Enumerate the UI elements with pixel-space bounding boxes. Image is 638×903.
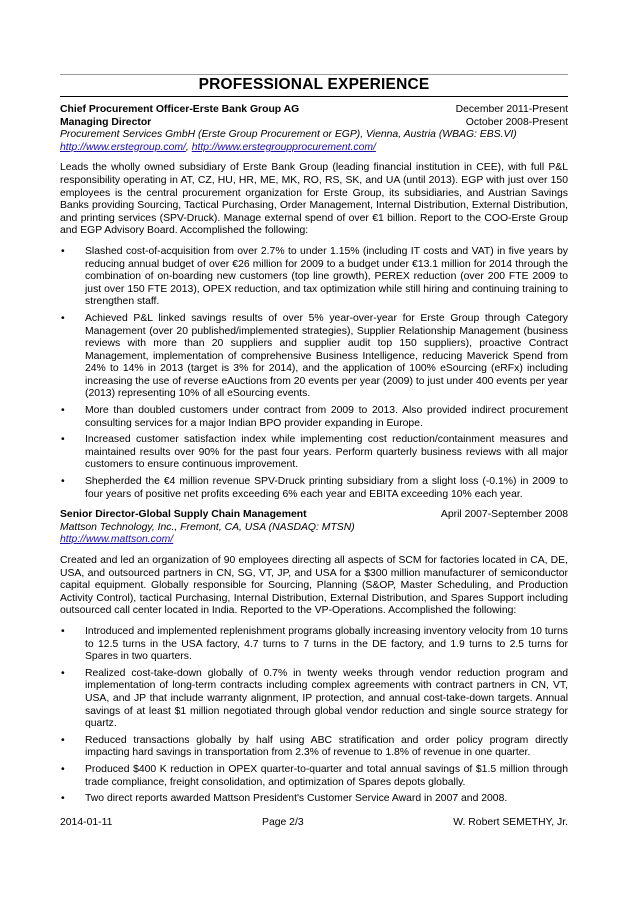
list-item (60, 434, 568, 472)
company-link-1[interactable]: http://www.erstegroup.com/ (60, 141, 186, 153)
bullet-icon: • (61, 476, 65, 488)
job-summary: Leads the wholly owned subsidiary of Erste Bank Group (leading financial institution in CEE), with full P&L responsibility operating in AT, CZ, HU, HR, ME, MK, RO, RS, SK, and UA (until 2013). EGP with just over 150 employees is the central procurement organization for Erste Group, its subsidiaries, and Austrian Savings Banks providing Sourcing, Tactical Purchasing, Order Management, Internal Distribution, External Distribution, and printing services (SPV-Druck). Manage external spend of over €1 billion. Report to the COO-Erste Group and EGP Advisory Board. Accomplished the following: (60, 162, 568, 237)
job-subtitle-row (60, 117, 568, 130)
company-line: Procurement Services GmbH (Erste Group Procurement or EGP), Vienna, Austria (WBAG: EBS.VI) (60, 129, 517, 141)
bottom-rule (60, 96, 568, 97)
list-item-text: Realized cost-take-down globally of 0.7% in twenty weeks through vendor reduction program and implementation of long-term contracts including complex agreements with contract partners in CN, VT, USA, and JP that include warranty alignment, IP protection, and annual cost-take-down targets. Annual savings of at least $1 million negotiated through global vendor reduction and single source strategy for quartz. (85, 667, 568, 730)
job-title: Chief Procurement Officer-Erste Bank Group AG (60, 104, 300, 115)
list-item (60, 405, 568, 430)
bullet-icon: • (61, 625, 65, 637)
job-dates: April 2007-September 2008 (440, 509, 568, 521)
footer-date: 2014-01-11 (60, 817, 113, 828)
list-item-text: Achieved P&L linked savings results of over 5% year-over-year for Erste Group through Category Management (over 20 published/implemented strategies), Supplier Relationship Management (business reviews with more than 20 suppliers and supplier audit top 150 suppliers), proactive Contract Management, implementation of comprehensive Business Intelligence, reducing Maverick Spend from 24% to 14% in 2013 (target is 3% for 2014), and the application of 100% eSourcing (eRFx) including increasing the use of reverse eAuctions from 20 events per year (2009) to just under 400 events per year (2013) representing 10% of all eSourcing events. (85, 312, 568, 400)
bullet-icon: • (61, 667, 65, 679)
link-separator: , (185, 141, 192, 153)
list-item-text: Increased customer satisfaction index while implementing cost reduction/containment measures and maintained results over 90% for the past four years. Perform quarterly business reviews with all major customers to ensure continuous improvement. (85, 434, 568, 471)
list-item (60, 793, 568, 806)
company-line: Mattson Technology, Inc., Fremont, CA, USA (NASDAQ: MTSN) (60, 521, 355, 533)
bullet-icon: • (61, 734, 65, 746)
list-item (60, 764, 568, 789)
bullet-icon: • (61, 763, 65, 775)
list-item-text: Two direct reports awarded Mattson President's Customer Service Award in 2007 and 2008. (85, 793, 508, 805)
job-title-row (60, 509, 568, 522)
list-item (60, 668, 568, 731)
job-subtitle-dates: October 2008-Present (465, 116, 568, 128)
job-title: Senior Director-Global Supply Chain Management (60, 509, 307, 521)
bullet-icon: • (61, 245, 65, 257)
list-item (60, 626, 568, 664)
company-link-2[interactable]: http://www.erstegroupprocurement.com/ (191, 141, 376, 153)
resume-page (60, 62, 568, 810)
footer-author: W. Robert SEMETHY, Jr. (453, 817, 568, 828)
job-dates: December 2011-Present (455, 104, 568, 115)
list-item-text: More than doubled customers under contract from 2009 to 2013. Also provided indirect procurement consulting services for a major Indian BPO provider expanding in Europe. (85, 405, 568, 429)
list-item (60, 313, 568, 401)
list-item-text: Slashed cost-of-acquisition from over 2.7% to under 1.15% (including IT costs and VAT) in five years by reducing annual budget of over €26 million for 2009 to a budget under €13.1 million for 2014 through the combination of on-boarding new customers (top line growth), PEREX reduction (over 200 FTE 2009 to just over 150 FTE 2013), OPEX reduction, and tax optimization while still hiring and continuing training to strengthen staff. (85, 245, 568, 308)
bullet-icon: • (61, 434, 65, 446)
job-mattson (60, 509, 568, 805)
accomplishments-list (60, 626, 568, 806)
bullet-icon: • (61, 312, 65, 324)
job-subtitle: Managing Director (60, 116, 152, 128)
bullet-icon: • (61, 793, 65, 805)
list-item (60, 246, 568, 309)
list-item (60, 476, 568, 501)
company-link-1[interactable]: http://www.mattson.com/ (60, 534, 174, 546)
list-item-text: Introduced and implemented replenishment programs globally increasing inventory velocity from 10 turns to 12.5 turns in the USA factory, 4.7 turns to 7 turns in the DE factory, and 1.9 turns to 2.5 turns for Spares in two quarters. (85, 625, 568, 663)
bullet-icon: • (61, 405, 65, 417)
page-footer (60, 817, 568, 828)
company-links (60, 534, 568, 547)
section-header (60, 62, 568, 96)
top-rule (60, 74, 568, 75)
job-erste (60, 104, 568, 501)
list-item-text: Reduced transactions globally by half using ABC stratification and order policy program directly impacting hard savings in transportation from 2.3% of revenue to 1.8% of revenue in one quarter. (85, 734, 568, 759)
section-title: PROFESSIONAL EXPERIENCE (198, 76, 430, 93)
company-links (60, 142, 568, 155)
list-item (60, 735, 568, 760)
footer-page-number: Page 2/3 (262, 817, 304, 828)
job-title-row (60, 104, 568, 117)
list-item-text: Shepherded the €4 million revenue SPV-Druck printing subsidiary from a slight loss (-0.1%) in 2009 to four years of positive net profits exceeding 6% each year and EBITA exceeding 10% each year. (85, 476, 568, 500)
job-summary: Created and led an organization of 90 employees directing all aspects of SCM for factories located in CA, DE, USA, and outsourced partners in CN, SG, VT, JP, and USA for a $300 million manufacturer of semiconductor capital equipment. Globally responsible for Sourcing, Planning (S&OP, Master Scheduling, and Production Activity Control), tactical Purchasing, Internal Distribution, External Distribution, and Spares Support including outsourced call center located in India. Reported to the VP-Operations. Accomplished the following: (60, 555, 568, 617)
accomplishments-list (60, 246, 568, 501)
list-item-text: Produced $400 K reduction in OPEX quarter-to-quarter and total annual savings of $1.5 million through trade compliance, freight consolidation, and optimization of Spares depots globally. (85, 763, 568, 788)
